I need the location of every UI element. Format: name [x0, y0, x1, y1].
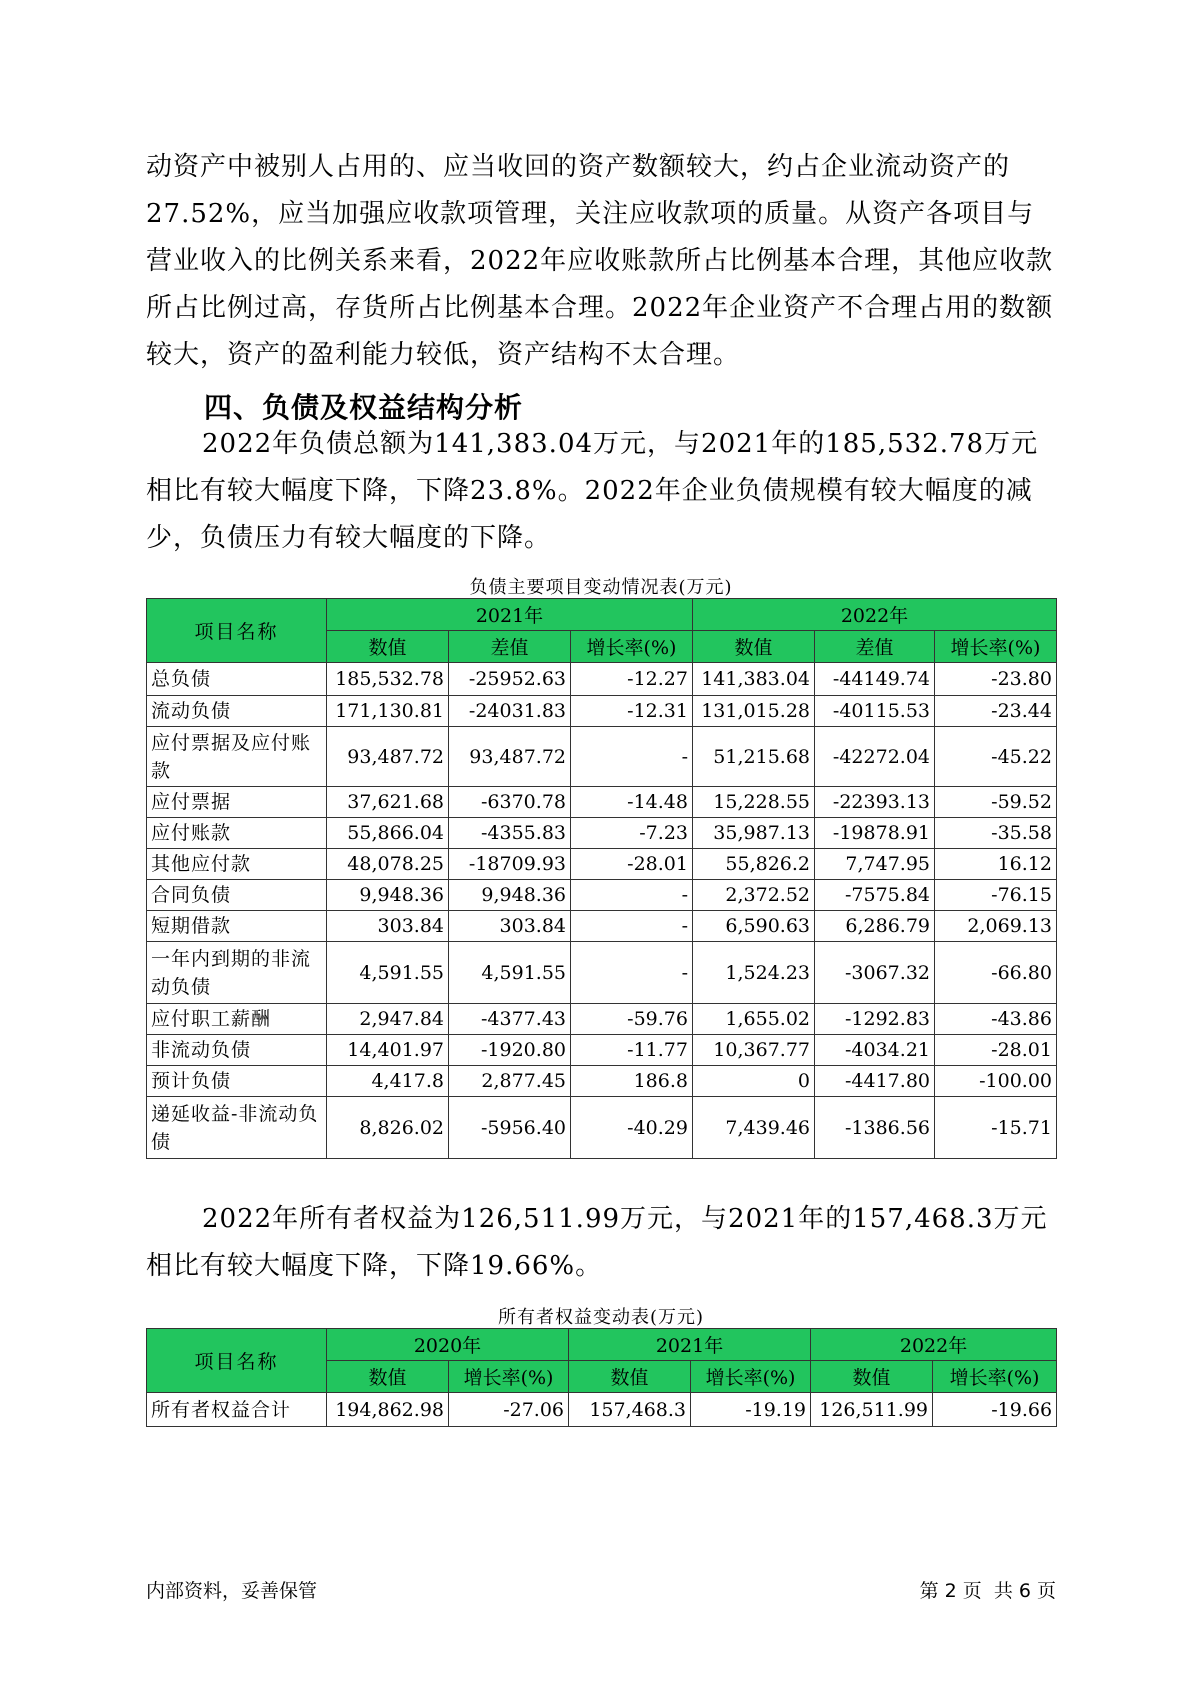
liability-sub-header: 数值 [327, 631, 449, 663]
table-cell: -15.71 [935, 1097, 1057, 1159]
table-cell: -4417.80 [815, 1066, 935, 1097]
table-cell: -4034.21 [815, 1035, 935, 1066]
table-cell: 2,069.13 [935, 911, 1057, 942]
table-cell: 1,524.23 [693, 942, 815, 1004]
intro-paragraph: 动资产中被别人占用的、应当收回的资产数额较大，约占企业流动资产的27.52%，应当加强应收款项管理，关注应收款项的质量。从资产各项目与营业收入的比例关系来看，2022年应收账款所占比例基本合理，其他应收款所占比例过高，存货所占比例基本合理。2022年企业资产不合理占用的数额较大，资产的盈利能力较低，资产结构不太合理。 [146, 152, 1054, 370]
table-cell: -4355.83 [449, 818, 571, 849]
table-cell: 93,487.72 [327, 727, 449, 787]
table-row [147, 727, 1057, 787]
table-cell: 9,948.36 [327, 880, 449, 911]
equity-sub-header: 增长率(%) [449, 1361, 569, 1393]
equity-sub-header: 数值 [811, 1361, 933, 1393]
table-cell: -14.48 [571, 787, 693, 818]
table-cell: -59.52 [935, 787, 1057, 818]
table-cell: 7,747.95 [815, 849, 935, 880]
equity-year-header: 2022年 [811, 1329, 1057, 1361]
table-cell: 10,367.77 [693, 1035, 815, 1066]
table-cell: 4,591.55 [327, 942, 449, 1004]
table-row [147, 1097, 1057, 1159]
table-cell: -40115.53 [815, 696, 935, 727]
table-cell: 93,487.72 [449, 727, 571, 787]
table-cell: 37,621.68 [327, 787, 449, 818]
table-cell: -22393.13 [815, 787, 935, 818]
equity-table [146, 1328, 1057, 1427]
table-cell: 48,078.25 [327, 849, 449, 880]
table-cell: -28.01 [935, 1035, 1057, 1066]
row-label: 应付票据 [147, 787, 327, 818]
table-cell: 1,655.02 [693, 1004, 815, 1035]
liability-sub-header: 数值 [693, 631, 815, 663]
table-cell: -6370.78 [449, 787, 571, 818]
table-cell: 55,826.2 [693, 849, 815, 880]
table-cell: -76.15 [935, 880, 1057, 911]
table-cell: 2,372.52 [693, 880, 815, 911]
table-cell: -43.86 [935, 1004, 1057, 1035]
table-row [147, 942, 1057, 1004]
table-cell: 186.8 [571, 1066, 693, 1097]
table-cell: 303.84 [327, 911, 449, 942]
table-cell: -19.19 [691, 1393, 811, 1427]
liability-sub-header: 差值 [815, 631, 935, 663]
table-cell: -35.58 [935, 818, 1057, 849]
table-cell: 8,826.02 [327, 1097, 449, 1159]
table-cell: - [571, 727, 693, 787]
equity-sub-header: 增长率(%) [691, 1361, 811, 1393]
row-label: 总负债 [147, 663, 327, 696]
table-cell: 2,877.45 [449, 1066, 571, 1097]
row-label: 应付职工薪酬 [147, 1004, 327, 1035]
table-cell: -28.01 [571, 849, 693, 880]
table-cell: -23.44 [935, 696, 1057, 727]
table-cell: -19.66 [933, 1393, 1057, 1427]
table-cell: 51,215.68 [693, 727, 815, 787]
equity-year-header: 2020年 [327, 1329, 569, 1361]
table-cell: 9,948.36 [449, 880, 571, 911]
table-cell: 0 [693, 1066, 815, 1097]
row-label: 预计负债 [147, 1066, 327, 1097]
liability-table [146, 598, 1057, 1159]
table-cell: 6,590.63 [693, 911, 815, 942]
table-row [147, 911, 1057, 942]
table-cell: 171,130.81 [327, 696, 449, 727]
table-cell: -1292.83 [815, 1004, 935, 1035]
table-cell: -27.06 [449, 1393, 569, 1427]
table-cell: 15,228.55 [693, 787, 815, 818]
table-cell: 141,383.04 [693, 663, 815, 696]
table-cell: 185,532.78 [327, 663, 449, 696]
table-cell: 4,417.8 [327, 1066, 449, 1097]
table-cell: -24031.83 [449, 696, 571, 727]
table-cell: -1920.80 [449, 1035, 571, 1066]
section-heading: 四、负债及权益结构分析 [204, 391, 524, 424]
table-cell: -45.22 [935, 727, 1057, 787]
table-cell: -7575.84 [815, 880, 935, 911]
table-cell: -42272.04 [815, 727, 935, 787]
table-row [147, 880, 1057, 911]
table-row [147, 1066, 1057, 1097]
table-cell: -12.27 [571, 663, 693, 696]
liability-sub-header: 增长率(%) [935, 631, 1057, 663]
table-cell: 194,862.98 [327, 1393, 449, 1427]
table-cell: -23.80 [935, 663, 1057, 696]
table-row [147, 1035, 1057, 1066]
equity-sub-header: 数值 [327, 1361, 449, 1393]
table-cell: -4377.43 [449, 1004, 571, 1035]
row-label: 合同负债 [147, 880, 327, 911]
row-label: 一年内到期的非流动负债 [147, 942, 327, 1004]
equity-paragraph: 2022年所有者权益为126,511.99万元，与2021年的157,468.3万元相比有较大幅度下降，下降19.66%。 [146, 1204, 1048, 1281]
row-label: 流动负债 [147, 696, 327, 727]
row-label: 非流动负债 [147, 1035, 327, 1066]
table-cell: -5956.40 [449, 1097, 571, 1159]
table-cell: -25952.63 [449, 663, 571, 696]
table-cell: 16.12 [935, 849, 1057, 880]
table-cell: -66.80 [935, 942, 1057, 1004]
liability-table-caption: 负债主要项目变动情况表(万元) [469, 577, 733, 598]
table-cell: -3067.32 [815, 942, 935, 1004]
equity-sub-header: 增长率(%) [933, 1361, 1057, 1393]
table-cell: - [571, 911, 693, 942]
liability-name-header: 项目名称 [147, 599, 327, 663]
table-cell: - [571, 942, 693, 1004]
table-cell: 126,511.99 [811, 1393, 933, 1427]
liability-sub-header: 差值 [449, 631, 571, 663]
table-row [147, 1004, 1057, 1035]
row-label: 所有者权益合计 [147, 1393, 327, 1427]
footer-note: 内部资料，妥善保管 [146, 1580, 318, 1602]
table-row [147, 849, 1057, 880]
liability-paragraph: 2022年负债总额为141,383.04万元，与2021年的185,532.78万元相比有较大幅度下降，下降23.8%。2022年企业负债规模有较大幅度的减少，负债压力有较大幅度的下降。 [146, 429, 1039, 553]
table-row [147, 1393, 1057, 1427]
page-number: 第 2 页 共 6 页 [919, 1580, 1056, 1602]
table-cell: -44149.74 [815, 663, 935, 696]
row-label: 应付账款 [147, 818, 327, 849]
table-cell: 14,401.97 [327, 1035, 449, 1066]
table-cell: -59.76 [571, 1004, 693, 1035]
row-label: 短期借款 [147, 911, 327, 942]
table-cell: -100.00 [935, 1066, 1057, 1097]
row-label: 其他应付款 [147, 849, 327, 880]
table-cell: 131,015.28 [693, 696, 815, 727]
table-row [147, 818, 1057, 849]
table-cell: -1386.56 [815, 1097, 935, 1159]
table-cell: -40.29 [571, 1097, 693, 1159]
table-cell: - [571, 880, 693, 911]
table-cell: 2,947.84 [327, 1004, 449, 1035]
table-cell: 35,987.13 [693, 818, 815, 849]
table-cell: 157,468.3 [569, 1393, 691, 1427]
liability-year-header: 2021年 [327, 599, 693, 631]
liability-year-header: 2022年 [693, 599, 1057, 631]
equity-name-header: 项目名称 [147, 1329, 327, 1393]
table-cell: -11.77 [571, 1035, 693, 1066]
table-cell: 7,439.46 [693, 1097, 815, 1159]
liability-sub-header: 增长率(%) [571, 631, 693, 663]
table-row [147, 696, 1057, 727]
table-cell: -18709.93 [449, 849, 571, 880]
equity-table-caption: 所有者权益变动表(万元) [497, 1307, 705, 1328]
row-label: 递延收益-非流动负债 [147, 1097, 327, 1159]
table-cell: 6,286.79 [815, 911, 935, 942]
equity-sub-header: 数值 [569, 1361, 691, 1393]
table-row [147, 663, 1057, 696]
table-cell: 4,591.55 [449, 942, 571, 1004]
equity-year-header: 2021年 [569, 1329, 811, 1361]
table-cell: 55,866.04 [327, 818, 449, 849]
table-row [147, 787, 1057, 818]
table-cell: 303.84 [449, 911, 571, 942]
row-label: 应付票据及应付账款 [147, 727, 327, 787]
table-cell: -19878.91 [815, 818, 935, 849]
table-cell: -12.31 [571, 696, 693, 727]
table-cell: -7.23 [571, 818, 693, 849]
